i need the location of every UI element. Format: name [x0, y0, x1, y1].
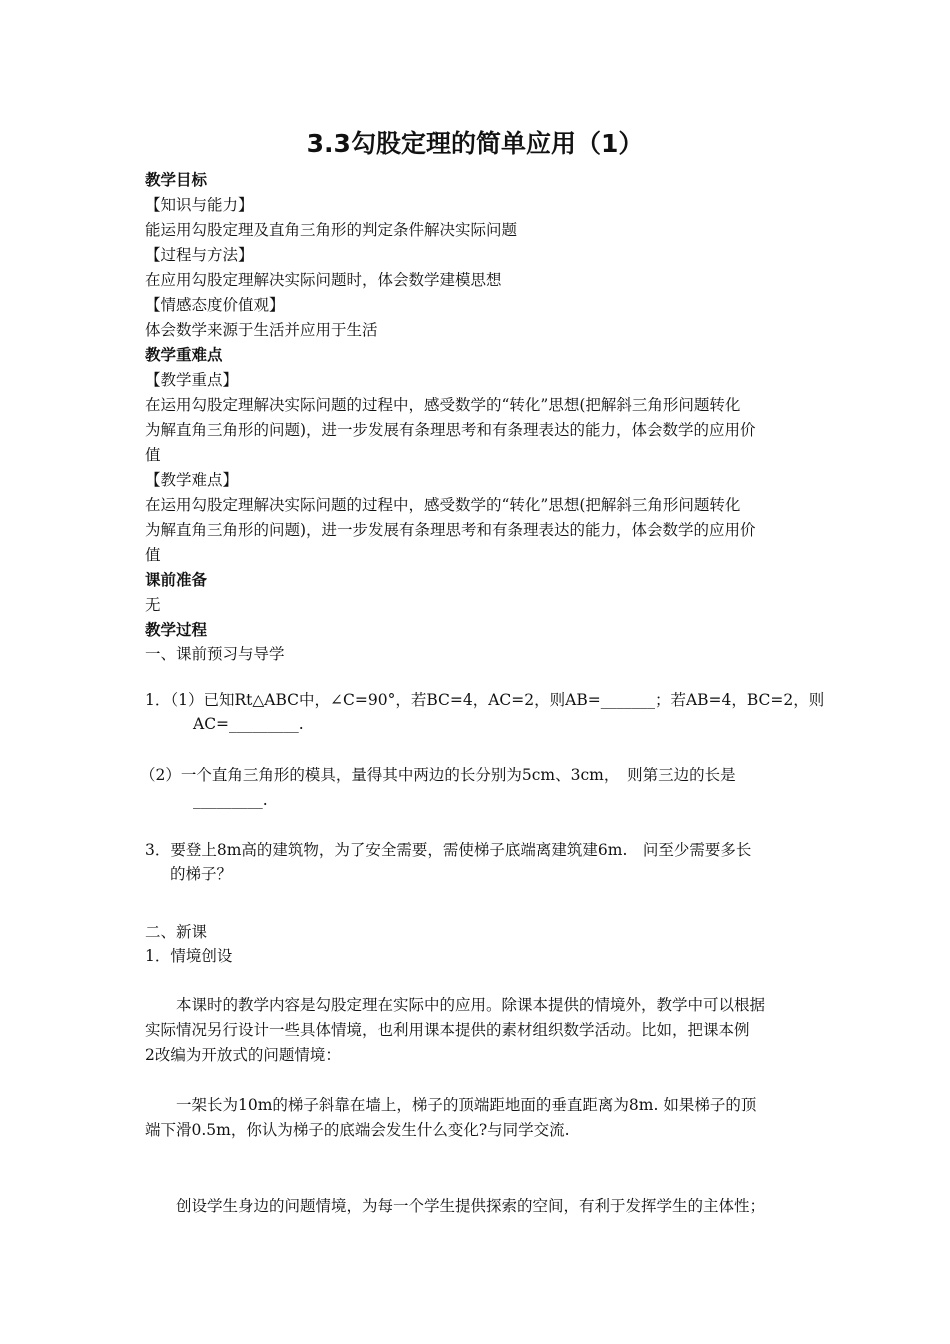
focus-line: 值 [145, 446, 161, 464]
process-label: 【过程与方法】 [145, 246, 254, 264]
focus-line: 在运用勾股定理解决实际问题的过程中，感受数学的“转化”思想(把解斜三角形问题转化 [145, 396, 741, 414]
difficulty-label: 【教学难点】 [145, 471, 239, 489]
paragraph-line: 一架长为10m的梯子斜靠在墙上，梯子的顶端距地面的垂直距离为8m. 如果梯子的顶 [176, 1096, 757, 1114]
knowledge-label: 【知识与能力】 [145, 196, 254, 214]
difficulty-line: 值 [145, 546, 161, 564]
question-3-line: 3．要登上8m高的建筑物，为了安全需要，需使梯子底端离建筑建6m. 问至少需要多长 [145, 841, 752, 859]
question-1-line: 1．（1）已知Rt△ABC中，∠C=90°，若BC=4，AC=2，则AB=_______；若AB=4，BC=2，则 [145, 691, 825, 709]
objectives-heading: 教学目标 [145, 171, 208, 189]
key-points-heading: 教学重难点 [145, 346, 223, 364]
emotion-text: 体会数学来源于生活并应用于生活 [145, 321, 378, 339]
paragraph-line: 创设学生身边的问题情境，为每一个学生提供探索的空间，有利于发挥学生的主体性； [176, 1197, 766, 1215]
emotion-label: 【情感态度价值观】 [145, 296, 285, 314]
process-text: 在应用勾股定理解决实际问题时，体会数学建模思想 [145, 271, 502, 289]
difficulty-line: 在运用勾股定理解决实际问题的过程中，感受数学的“转化”思想(把解斜三角形问题转化 [145, 496, 741, 514]
paragraph-line: 端下滑0.5m，你认为梯子的底端会发生什么变化?与同学交流. [145, 1121, 570, 1139]
process-heading: 教学过程 [145, 621, 208, 639]
subsection-scenario: 1．情境创设 [145, 947, 233, 965]
difficulty-line: 为解直角三角形的问题)，进一步发展有条理思考和有条理表达的能力，体会数学的应用价 [145, 521, 756, 539]
paragraph-line: 实际情况另行设计一些具体情境，也利用课本提供的素材组织数学活动。比如，把课本例 [145, 1021, 750, 1039]
question-2-line: （2）一个直角三角形的模具，量得其中两边的长分别为5cm、3cm， 则第三边的长是 [140, 766, 736, 784]
focus-line: 为解直角三角形的问题)，进一步发展有条理思考和有条理表达的能力，体会数学的应用价 [145, 421, 756, 439]
focus-label: 【教学重点】 [145, 371, 239, 389]
paragraph-line: 本课时的教学内容是勾股定理在实际中的应用。除课本提供的情境外，教学中可以根据 [176, 996, 766, 1014]
section-new-lesson: 二、新课 [145, 923, 208, 941]
question-1-line: AC=_________. [193, 715, 304, 733]
section-preview: 一、课前预习与导学 [145, 645, 285, 663]
question-2-line: _________. [193, 791, 268, 809]
preparation-heading: 课前准备 [145, 571, 208, 589]
question-3-line: 的梯子？ [170, 865, 233, 883]
preparation-text: 无 [145, 596, 161, 614]
paragraph-line: 2改编为开放式的问题情境： [145, 1046, 341, 1064]
knowledge-text: 能运用勾股定理及直角三角形的判定条件解决实际问题 [145, 221, 518, 239]
page-title: 3.3勾股定理的简单应用（1） [306, 129, 644, 158]
